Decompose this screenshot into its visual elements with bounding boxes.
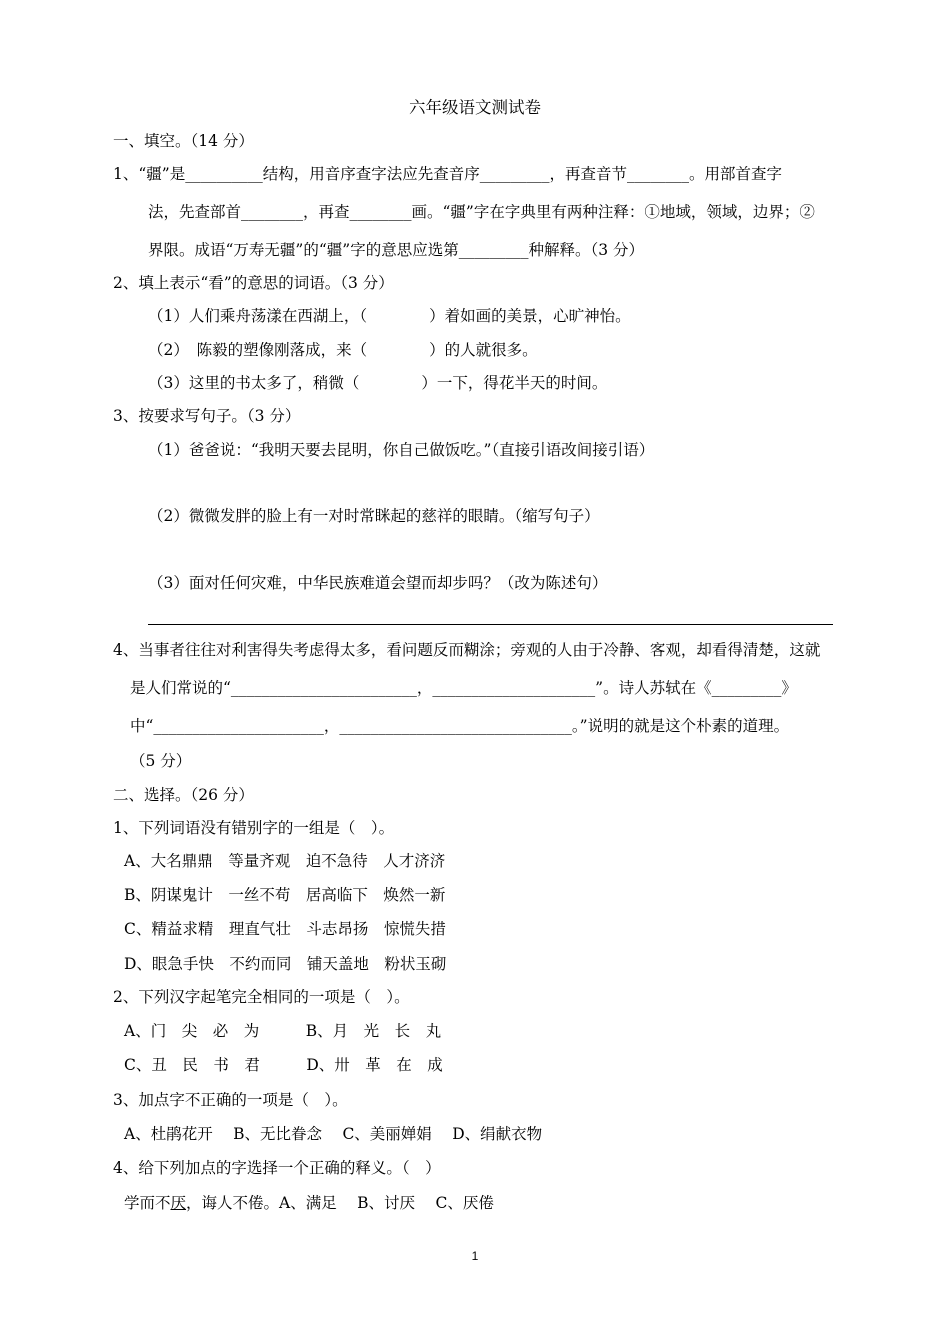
answer-line	[148, 624, 833, 625]
choice-q1-option-c: C、精益求精 理直气壮 斗志昂扬 惊慌失措	[124, 920, 446, 938]
q4-line-2: 是人们常说的“________________________，_____________________”。诗人苏轼在《_________》	[130, 679, 797, 697]
q4-line-1: 4、当事者往往对利害得失考虑得太多，看问题反而糊涂；旁观的人由于冷静、客观，却看得清楚，这就	[113, 641, 821, 659]
page-number: 1	[471, 1249, 479, 1263]
choice-q1-option-b: B、阴谋鬼计 一丝不苟 居高临下 焕然一新	[124, 886, 446, 904]
choice-q4-marked-char: 厌	[170, 1194, 187, 1212]
section-2-heading: 二、选择。（26 分）	[113, 786, 254, 804]
choice-q4-post: ，诲人不倦。A、满足 B、讨厌 C、厌倦	[186, 1194, 494, 1212]
q2-item-3: （3）这里的书太多了，稍微（ ）一下，得花半天的时间。	[148, 374, 608, 392]
choice-q2-stem: 2、下列汉字起笔完全相同的一项是（ ）。	[113, 988, 410, 1006]
section-1-heading: 一、填空。（14 分）	[113, 132, 254, 150]
q4-line-3: 中“______________________，______________________________。”说明的就是这个朴素的道理。	[130, 717, 790, 735]
q1-line-1: 1、“疆”是__________结构，用音序查字法应先查音序_________，再查音节________。用部首查字	[113, 165, 782, 183]
q3-item-3: （3）面对任何灾难，中华民族难道会望而却步吗？（改为陈述句）	[148, 574, 608, 592]
q2-item-1: （1）人们乘舟荡漾在西湖上，（ ）着如画的美景，心旷神怡。	[148, 307, 631, 325]
q1-line-3: 界限。成语“万寿无疆”的“疆”字的意思应选第_________种解释。（3 分）	[148, 241, 644, 259]
choice-q1-option-a: A、大名鼎鼎 等量齐观 迫不急待 人才济济	[124, 852, 446, 870]
choice-q2-options-ab: A、门 尖 必 为 B、月 光 长 丸	[124, 1022, 442, 1040]
q3-item-1: （1）爸爸说：“我明天要去昆明，你自己做饭吃。”（直接引语改间接引语）	[148, 441, 655, 459]
q1-line-2: 法，先查部首________，再查________画。“疆”字在字典里有两种注释：①地域，领域，边界；②	[148, 203, 815, 221]
choice-q2-options-cd: C、丑 民 书 君 D、卅 革 在 成	[124, 1056, 443, 1074]
q3-stem: 3、按要求写句子。（3 分）	[113, 407, 301, 425]
q2-item-2: （2） 陈毅的塑像刚落成，来（ ）的人就很多。	[148, 341, 538, 359]
choice-q1-stem: 1、下列词语没有错别字的一组是（ ）。	[113, 819, 395, 837]
choice-q1-option-d: D、眼急手快 不约而同 铺天盖地 粉状玉砌	[124, 955, 447, 973]
q4-line-4: （5 分）	[130, 752, 192, 770]
choice-q4-sentence	[124, 1193, 494, 1213]
choice-q4-stem: 4、给下列加点的字选择一个正确的释义。（ ）	[113, 1159, 441, 1177]
choice-q3-options: A、杜鹃花开 B、无比眷念 C、美丽婵娟 D、绢献衣物	[124, 1125, 543, 1143]
q3-item-2: （2）微微发胖的脸上有一对时常眯起的慈祥的眼睛。（缩写句子）	[148, 507, 600, 525]
page-title: 六年级语文测试卷	[409, 98, 541, 117]
choice-q3-stem: 3、加点字不正确的一项是（ ）。	[113, 1091, 348, 1109]
q2-stem: 2、填上表示“看”的意思的词语。（3 分）	[113, 274, 394, 292]
choice-q4-pre: 学而不	[124, 1194, 171, 1212]
